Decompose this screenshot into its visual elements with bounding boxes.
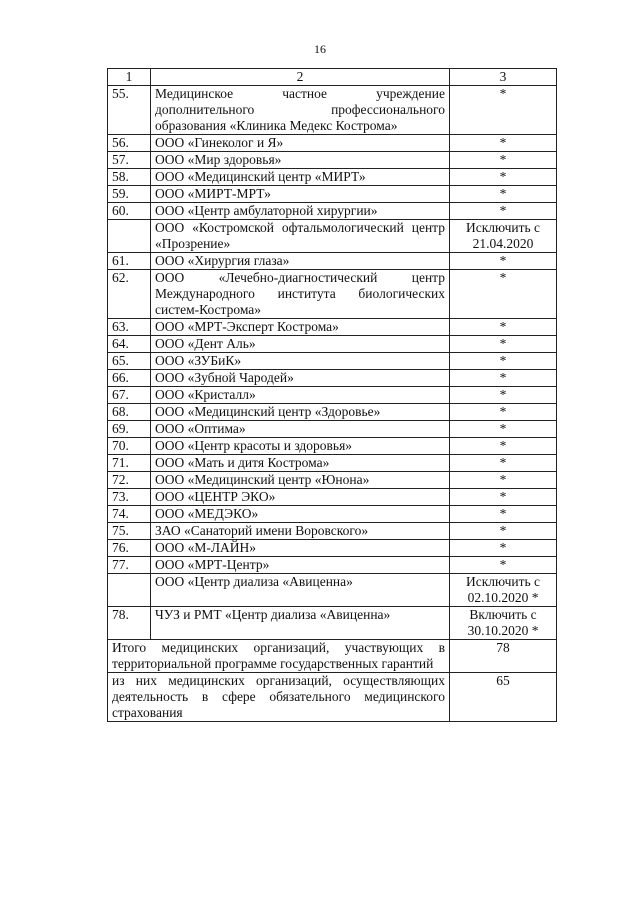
status-mark: *	[450, 489, 557, 506]
organization-name: ООО «Мир здоровья»	[151, 152, 450, 169]
status-mark: *	[450, 169, 557, 186]
status-mark: *	[450, 438, 557, 455]
table-row	[108, 574, 557, 607]
organization-name: ООО «Центр амбулаторной хирургии»	[151, 203, 450, 220]
header-cell-1: 1	[108, 69, 151, 86]
organization-name: ООО «Оптима»	[151, 421, 450, 438]
status-mark: *	[450, 86, 557, 135]
table-row	[108, 152, 557, 169]
row-number: 75.	[108, 523, 151, 540]
status-mark: *	[450, 203, 557, 220]
table-row	[108, 186, 557, 203]
table-row	[108, 135, 557, 152]
status-mark: *	[450, 506, 557, 523]
organization-name: ООО «Мать и дитя Кострома»	[151, 455, 450, 472]
table-row	[108, 253, 557, 270]
row-number: 74.	[108, 506, 151, 523]
status-mark: *	[450, 186, 557, 203]
table-row	[108, 472, 557, 489]
row-number: 61.	[108, 253, 151, 270]
summary-row-total	[108, 640, 557, 673]
organization-name: ООО «Костромской офтальмологический центр «Прозрение»	[151, 220, 450, 253]
status-mark: *	[450, 336, 557, 353]
table-row	[108, 336, 557, 353]
row-number: 60.	[108, 203, 151, 220]
status-mark: *	[450, 523, 557, 540]
organization-name: ООО «Лечебно-диагностический центр Международного института биологических систем-Кострома»	[151, 270, 450, 319]
row-number: 65.	[108, 353, 151, 370]
row-number: 69.	[108, 421, 151, 438]
row-number: 68.	[108, 404, 151, 421]
organization-name: ООО «МЕДЭКО»	[151, 506, 450, 523]
table-row	[108, 370, 557, 387]
organization-name: ООО «Медицинский центр «Здоровье»	[151, 404, 450, 421]
status-mark: Включить с 30.10.2020 *	[450, 607, 557, 640]
status-mark: *	[450, 472, 557, 489]
organization-name: ООО «ЦЕНТР ЭКО»	[151, 489, 450, 506]
status-mark: Исключить с 21.04.2020	[450, 220, 557, 253]
row-number: 70.	[108, 438, 151, 455]
table-row	[108, 607, 557, 640]
row-number	[108, 574, 151, 607]
row-number: 57.	[108, 152, 151, 169]
status-mark: *	[450, 270, 557, 319]
table-row	[108, 387, 557, 404]
row-number: 56.	[108, 135, 151, 152]
table-row	[108, 203, 557, 220]
row-number: 72.	[108, 472, 151, 489]
table-row	[108, 421, 557, 438]
organization-name: ООО «Центр красоты и здоровья»	[151, 438, 450, 455]
organization-name: ООО «МИРТ-МРТ»	[151, 186, 450, 203]
page-number: 16	[314, 42, 326, 56]
organization-name: ЗАО «Санаторий имени Воровского»	[151, 523, 450, 540]
organization-name: ООО «Зубной Чародей»	[151, 370, 450, 387]
organization-name: ООО «Центр диализа «Авиценна»	[151, 574, 450, 607]
organization-name: ЧУЗ и РМТ «Центр диализа «Авиценна»	[151, 607, 450, 640]
table-row	[108, 319, 557, 336]
row-number: 63.	[108, 319, 151, 336]
status-mark: *	[450, 319, 557, 336]
status-mark: *	[450, 455, 557, 472]
status-mark: Исключить с 02.10.2020 *	[450, 574, 557, 607]
row-number: 76.	[108, 540, 151, 557]
table-row	[108, 169, 557, 186]
organization-name: Медицинское частное учреждение дополнительного профессионального образования «Клиника Медекс Кострома»	[151, 86, 450, 135]
table-row	[108, 540, 557, 557]
row-number: 73.	[108, 489, 151, 506]
table-row	[108, 489, 557, 506]
row-number: 66.	[108, 370, 151, 387]
status-mark: *	[450, 353, 557, 370]
summary-total-label: Итого медицинских организаций, участвующих в территориальной программе государственных гарантий	[108, 640, 450, 673]
status-mark: *	[450, 557, 557, 574]
table-row	[108, 270, 557, 319]
organization-name: ООО «М-ЛАЙН»	[151, 540, 450, 557]
table-row	[108, 455, 557, 472]
header-cell-2: 2	[151, 69, 450, 86]
organization-name: ООО «Гинеколог и Я»	[151, 135, 450, 152]
status-mark: *	[450, 540, 557, 557]
table-row	[108, 86, 557, 135]
table-row	[108, 353, 557, 370]
table-row	[108, 523, 557, 540]
table-row	[108, 557, 557, 574]
row-number: 62.	[108, 270, 151, 319]
organization-name: ООО «МРТ-Центр»	[151, 557, 450, 574]
table-row	[108, 404, 557, 421]
row-number: 64.	[108, 336, 151, 353]
table-row	[108, 506, 557, 523]
row-number: 67.	[108, 387, 151, 404]
table-row	[108, 220, 557, 253]
status-mark: *	[450, 421, 557, 438]
row-number	[108, 220, 151, 253]
row-number: 71.	[108, 455, 151, 472]
organization-name: ООО «Кристалл»	[151, 387, 450, 404]
status-mark: *	[450, 152, 557, 169]
status-mark: *	[450, 387, 557, 404]
summary-oms-label: из них медицинских организаций, осуществляющих деятельность в сфере обязательного медицинского страхования	[108, 673, 450, 722]
row-number: 78.	[108, 607, 151, 640]
row-number: 58.	[108, 169, 151, 186]
table-row	[108, 438, 557, 455]
row-number: 77.	[108, 557, 151, 574]
table-header-row	[108, 69, 557, 86]
organization-name: ООО «Хирургия глаза»	[151, 253, 450, 270]
organization-name: ООО «Медицинский центр «МИРТ»	[151, 169, 450, 186]
organizations-table	[107, 68, 557, 722]
status-mark: *	[450, 253, 557, 270]
summary-total-value: 78	[450, 640, 557, 673]
status-mark: *	[450, 370, 557, 387]
organization-name: ООО «ЗУБиК»	[151, 353, 450, 370]
status-mark: *	[450, 135, 557, 152]
organization-name: ООО «МРТ-Эксперт Кострома»	[151, 319, 450, 336]
row-number: 55.	[108, 86, 151, 135]
header-cell-3: 3	[450, 69, 557, 86]
organization-name: ООО «Дент Аль»	[151, 336, 450, 353]
summary-row-oms	[108, 673, 557, 722]
summary-oms-value: 65	[450, 673, 557, 722]
row-number: 59.	[108, 186, 151, 203]
status-mark: *	[450, 404, 557, 421]
organization-name: ООО «Медицинский центр «Юнона»	[151, 472, 450, 489]
